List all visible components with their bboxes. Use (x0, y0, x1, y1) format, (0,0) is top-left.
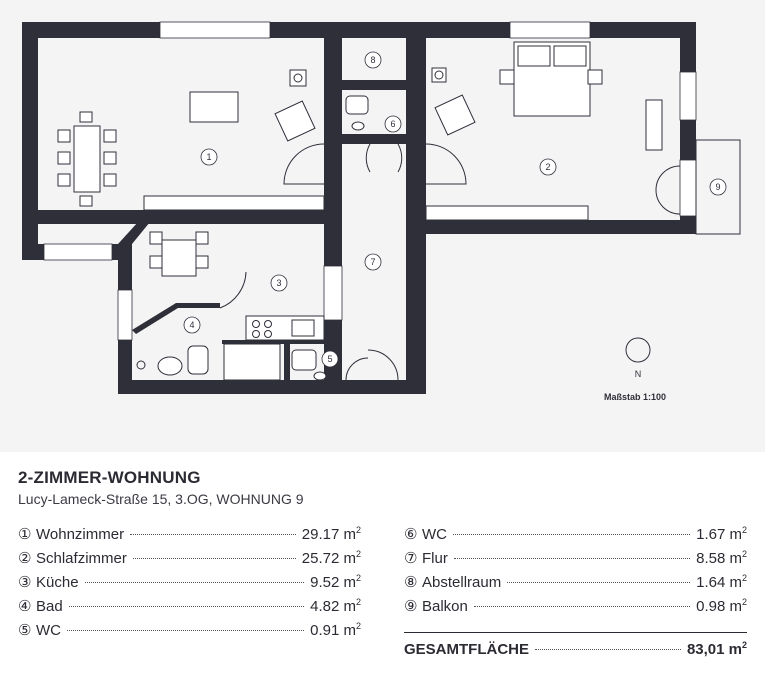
leader-dots (130, 534, 296, 535)
room-row-label: Wohnzimmer (36, 526, 125, 543)
room-row-area: 1.67 $m^2$ (696, 525, 747, 543)
room-row (18, 549, 361, 573)
leader-dots (85, 582, 305, 583)
north-label: N (634, 369, 642, 379)
apartment-address: Lucy-Lameck-Straße 15, 3.OG, WOHNUNG 9 (18, 491, 304, 507)
leader-dots (507, 582, 690, 583)
room-row-label: Balkon (422, 598, 468, 615)
room-row-number: ① (18, 526, 32, 543)
room-number-5: 5 (327, 354, 333, 364)
room-row-label: Küche (36, 574, 79, 591)
room-row-label: WC (422, 526, 447, 543)
room-row-number: ③ (18, 574, 32, 591)
room-row-area: 29.17 $m^2$ (301, 525, 361, 543)
room-row (18, 597, 361, 621)
total-divider (404, 632, 747, 633)
room-row-label: Flur (422, 550, 448, 567)
room-number-9: 9 (715, 182, 721, 192)
room-number-7: 7 (370, 257, 376, 267)
room-number-8: 8 (370, 55, 376, 65)
north-arrow (626, 338, 650, 379)
room-row-label: Schlafzimmer (36, 550, 127, 567)
room-row (404, 573, 747, 597)
room-number-2: 2 (545, 162, 551, 172)
leader-dots (453, 534, 690, 535)
total-area-row (404, 640, 747, 658)
leader-dots (133, 558, 296, 559)
room-row (404, 525, 747, 549)
room-row (404, 597, 747, 621)
room-row-label: WC (36, 622, 61, 639)
room-number-3: 3 (276, 278, 282, 288)
room-row-number: ⑦ (404, 550, 418, 567)
room-row-number: ⑧ (404, 574, 418, 591)
room-row-area: 1.64 $m^2$ (696, 573, 747, 591)
scale-label: Maßstab 1:100 (604, 392, 667, 402)
room-row-label: Abstellraum (422, 574, 502, 591)
room-row-number: ④ (18, 598, 32, 615)
room-row-number: ② (18, 550, 32, 567)
total-value: 83,01 $m^2$ (686, 640, 747, 658)
leader-dots (474, 606, 690, 607)
room-row-area: 4.82 $m^2$ (310, 597, 361, 615)
room-number-1: 1 (206, 152, 212, 162)
room-row-number: ⑤ (18, 622, 32, 639)
room-list-right (404, 525, 747, 621)
room-list-left (18, 525, 361, 645)
total-label: GESAMTFLÄCHE (404, 641, 529, 658)
room-number-4: 4 (189, 320, 195, 330)
leader-dots (535, 649, 681, 650)
room-row-number: ⑥ (404, 526, 418, 543)
room-row-area: 0.98 $m^2$ (696, 597, 747, 615)
leader-dots (69, 606, 304, 607)
room-row-number: ⑨ (404, 598, 418, 615)
apartment-info (18, 468, 748, 658)
room-row-area: 0.91 $m^2$ (310, 621, 361, 639)
room-number-6: 6 (390, 119, 396, 129)
leader-dots (67, 630, 304, 631)
room-row (18, 525, 361, 549)
room-row (18, 573, 361, 597)
room-row-area: 8.58 $m^2$ (696, 549, 747, 567)
room-row (18, 621, 361, 645)
room-row (404, 549, 747, 573)
room-row-area: 25.72 $m^2$ (301, 549, 361, 567)
leader-dots (454, 558, 690, 559)
room-row-area: 9.52 $m^2$ (310, 573, 361, 591)
apartment-title: 2-ZIMMER-WOHNUNG (18, 468, 201, 487)
room-row-label: Bad (36, 598, 63, 615)
